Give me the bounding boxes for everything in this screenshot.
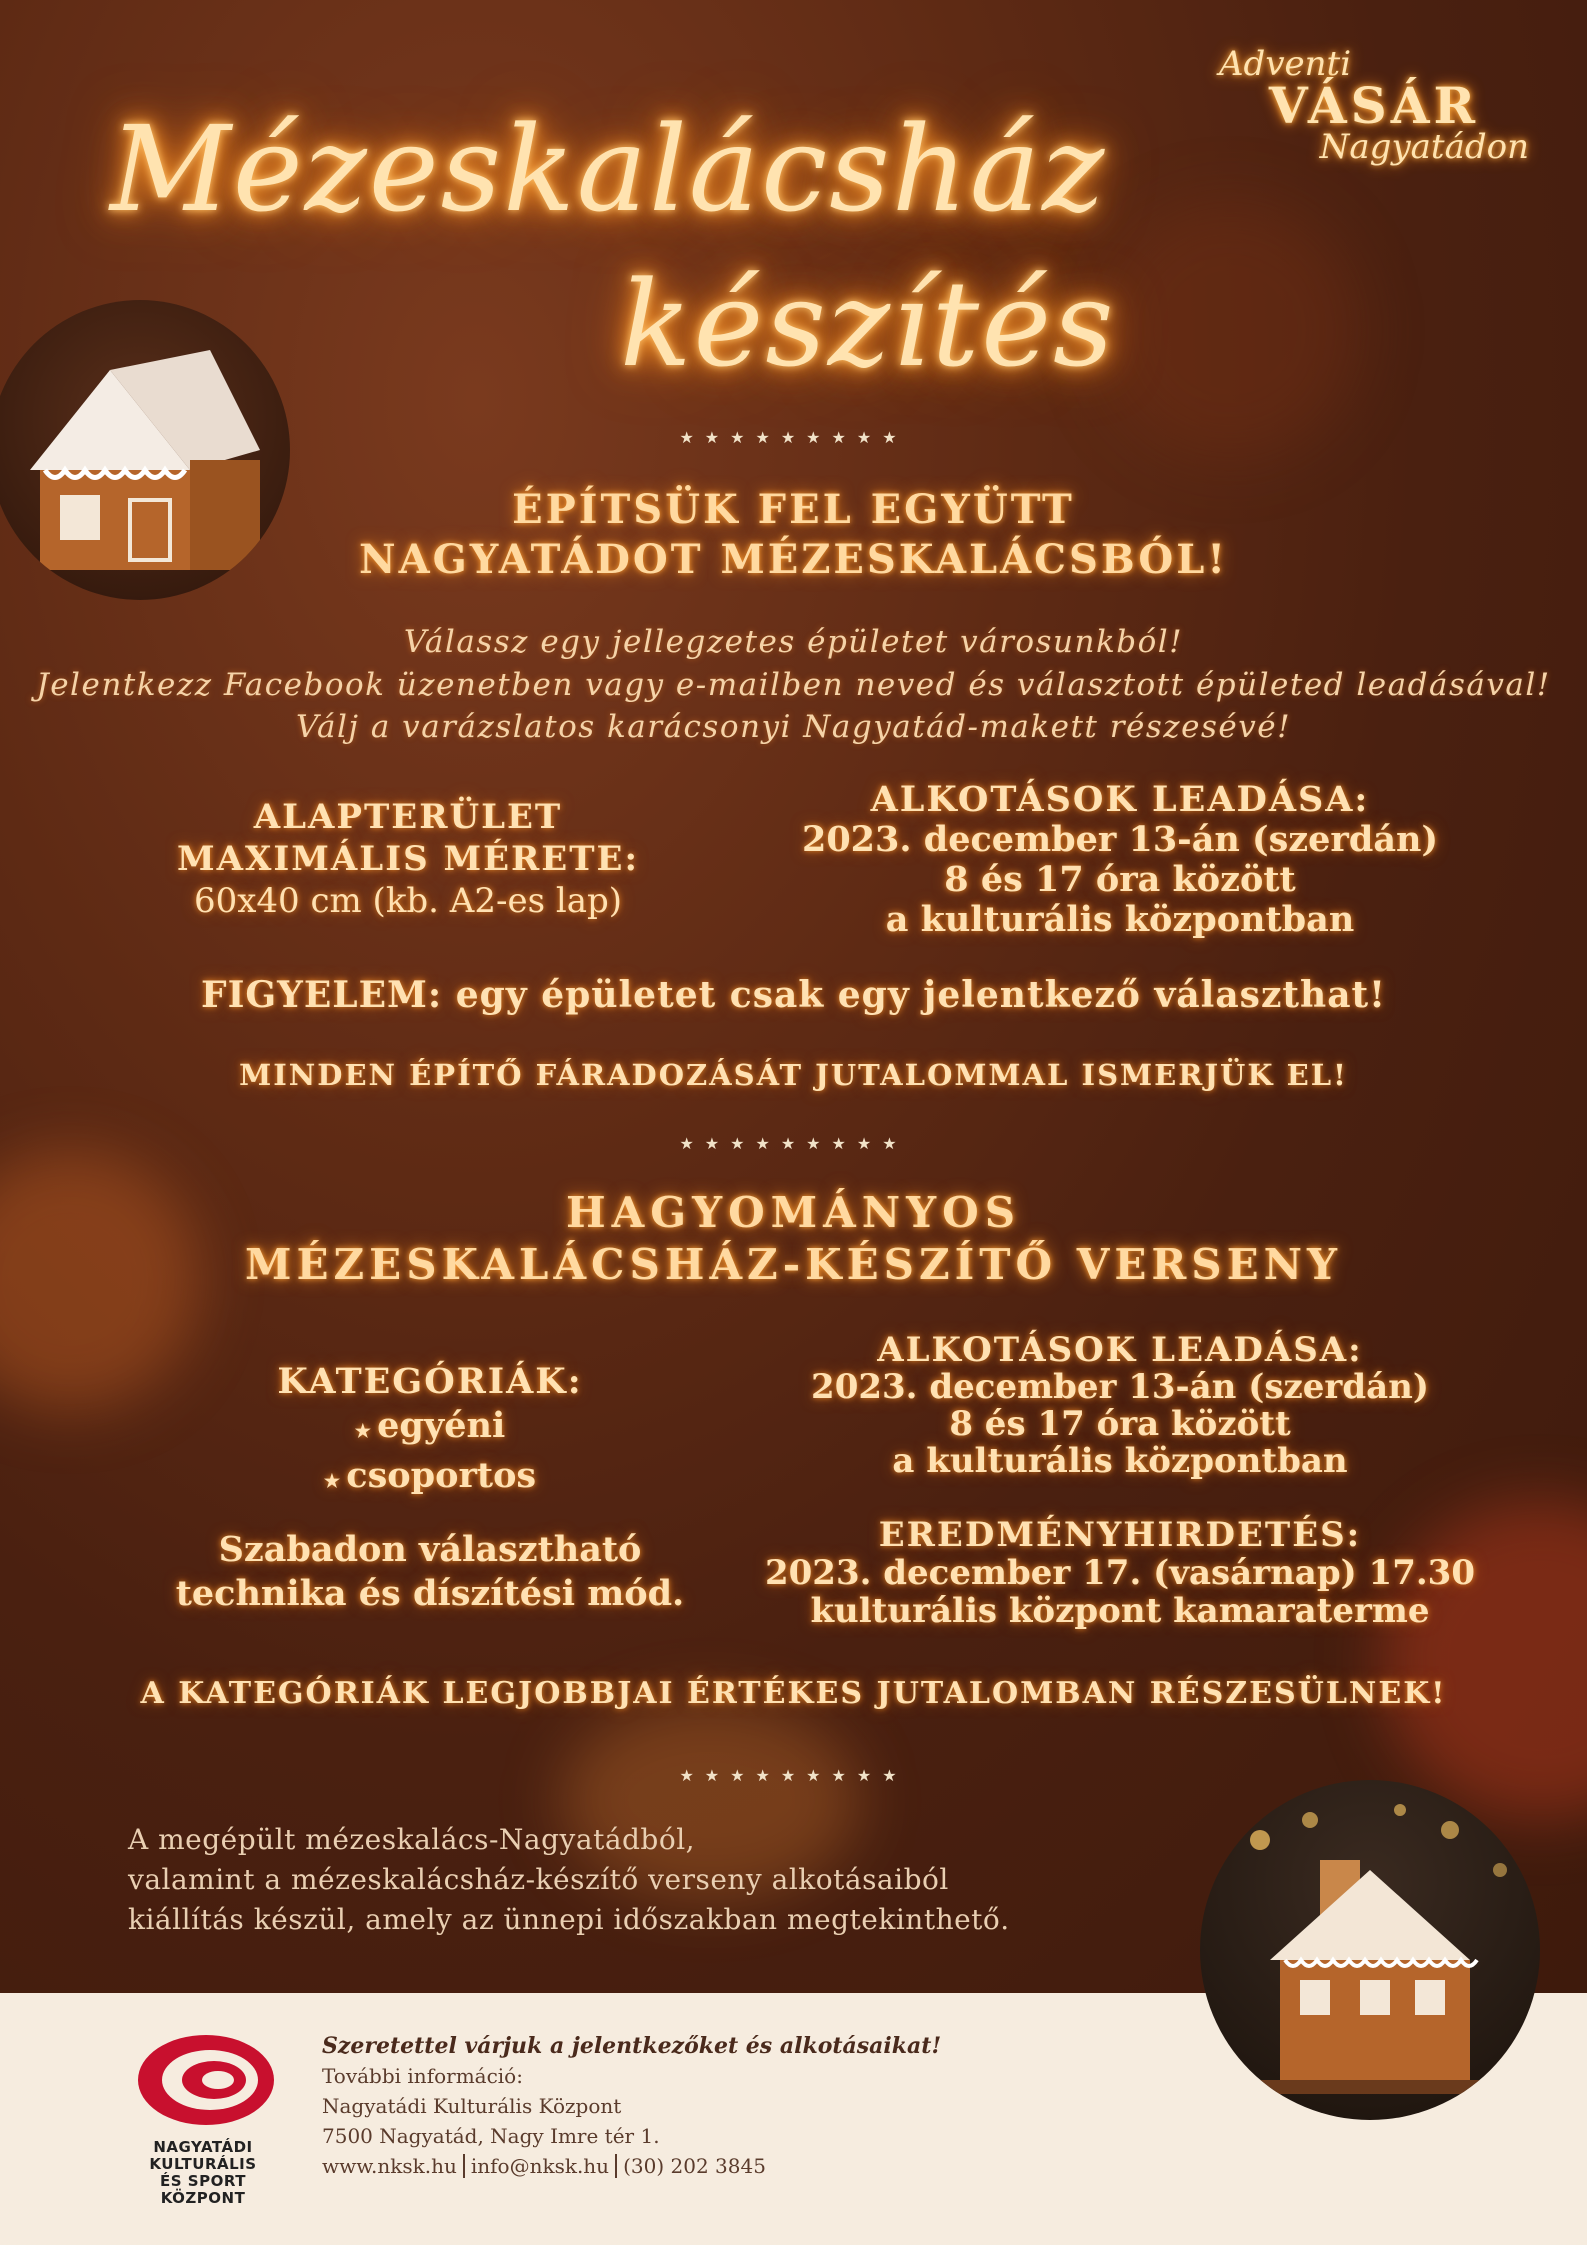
size-label-2: MAXIMÁLIS MÉRETE:	[176, 839, 639, 879]
prize-text: A KATEGÓRIÁK LEGJOBBJAI ÉRTÉKES JUTALOMBAN RÉSZESÜLNEK!	[140, 1676, 1447, 1711]
section1-heading-line-1: ÉPÍTSÜK FEL EGYÜTT	[512, 486, 1075, 533]
results-date: 2023. december 17. (vasárnap) 17.30	[764, 1553, 1476, 1593]
intro-line-3: Válj a varázslatos karácsonyi Nagyatád-makett részesévé!	[295, 709, 1292, 745]
submission-title: ALKOTÁSOK LEADÁSA:	[870, 779, 1370, 820]
exhibition-line-1: A megépült mézeskalács-Nagyatádból,	[128, 1823, 696, 1856]
gingerbread-house-image-bottom	[1200, 1780, 1540, 2120]
base-size-block	[148, 796, 668, 922]
results-title: EREDMÉNYHIRDETÉS:	[878, 1515, 1362, 1555]
technique-line-2: technika és díszítési mód.	[175, 1573, 685, 1614]
exhibition-line-3: kiállítás készül, amely az ünnepi időszakban megtekinthető.	[128, 1903, 1010, 1936]
contact-info	[322, 2031, 941, 2181]
address-text: 7500 Nagyatád, Nagy Imre tér 1.	[322, 2124, 660, 2148]
advent-market-brand	[1209, 44, 1539, 167]
categories-title: KATEGÓRIÁK:	[277, 1361, 583, 1402]
title-line-1: Mézeskalácsház	[110, 100, 1107, 238]
welcome-text: Szeretettel várjuk a jelentkezőket és alkotásaikat!	[322, 2033, 942, 2059]
category-item: ★ egyéni	[354, 1405, 506, 1446]
star-divider: ★★★★★★★★★	[679, 1134, 908, 1153]
warning-text: FIGYELEM: egy épületet csak egy jelentkező választhat!	[201, 974, 1386, 1016]
logo-text-line: NAGYATÁDI	[153, 2138, 253, 2156]
more-info-label: További információ:	[322, 2064, 523, 2088]
star-divider: ★★★★★★★★★	[679, 428, 908, 447]
section2-heading-line-2: MÉZESKALÁCSHÁZ-KÉSZÍTŐ VERSENY	[245, 1240, 1342, 1289]
logo-text-line: ÉS SPORT	[160, 2172, 246, 2190]
results-place: kulturális központ kamaraterme	[810, 1591, 1430, 1631]
submission-title: ALKOTÁSOK LEADÁSA:	[877, 1330, 1363, 1370]
size-label-1: ALAPTERÜLET	[253, 797, 563, 837]
category-label: csoportos	[346, 1455, 537, 1496]
intro-line-1: Válassz egy jellegzetes épületet városunkból!	[403, 624, 1184, 660]
results-block	[760, 1516, 1480, 1630]
submission-place: a kulturális központban	[885, 899, 1355, 940]
title-line-2: készítés	[620, 255, 1116, 393]
star-divider: ★★★★★★★★★	[679, 1766, 908, 1785]
logo-text-line: KULTURÁLIS	[149, 2155, 257, 2173]
email-link[interactable]: info@nksk.hu	[470, 2154, 610, 2178]
brand-line-2: VÁSÁR	[1268, 76, 1480, 135]
website-link[interactable]: www.nksk.hu	[322, 2154, 457, 2178]
brand-line-1: Adventi	[1219, 44, 1352, 84]
category-label: egyéni	[377, 1405, 506, 1446]
submission-block-2	[790, 1332, 1450, 1480]
organization-name: Nagyatádi Kulturális Központ	[322, 2094, 622, 2118]
bokeh-light	[1100, 200, 1360, 460]
nksk-logo	[128, 2025, 278, 2215]
submission-place: a kulturális központban	[892, 1441, 1348, 1481]
reward-text: MINDEN ÉPÍTŐ FÁRADOZÁSÁT JUTALOMMAL ISMERJÜK EL!	[239, 1058, 1348, 1092]
contact-line	[322, 2151, 941, 2181]
section1-heading-line-2: NAGYATÁDOT MÉZESKALÁCSBÓL!	[359, 536, 1228, 583]
submission-time: 8 és 17 óra között	[944, 859, 1296, 900]
section2-heading-line-1: HAGYOMÁNYOS	[565, 1188, 1022, 1237]
phone-number: (30) 202 3845	[623, 2154, 766, 2178]
category-item: ★ csoportos	[323, 1455, 537, 1496]
technique-line-1: Szabadon választható	[218, 1529, 642, 1570]
logo-text-line: KÖZPONT	[160, 2189, 246, 2207]
submission-date: 2023. december 13-án (szerdán)	[801, 819, 1439, 860]
submission-time: 8 és 17 óra között	[949, 1404, 1291, 1444]
submission-date: 2023. december 13-án (szerdán)	[811, 1367, 1429, 1407]
exhibition-text	[128, 1820, 1010, 1940]
size-value: 60x40 cm (kb. A2-es lap)	[193, 881, 623, 921]
brand-line-3: Nagyatádon	[1319, 127, 1529, 167]
submission-block-1	[790, 780, 1450, 940]
intro-line-2: Jelentkezz Facebook üzenetben vagy e-mailben neved és választott épületed leadásával!	[36, 667, 1551, 703]
categories-block	[150, 1360, 710, 1616]
exhibition-line-2: valamint a mézeskalácsház-készítő verseny alkotásaiból	[128, 1863, 949, 1896]
